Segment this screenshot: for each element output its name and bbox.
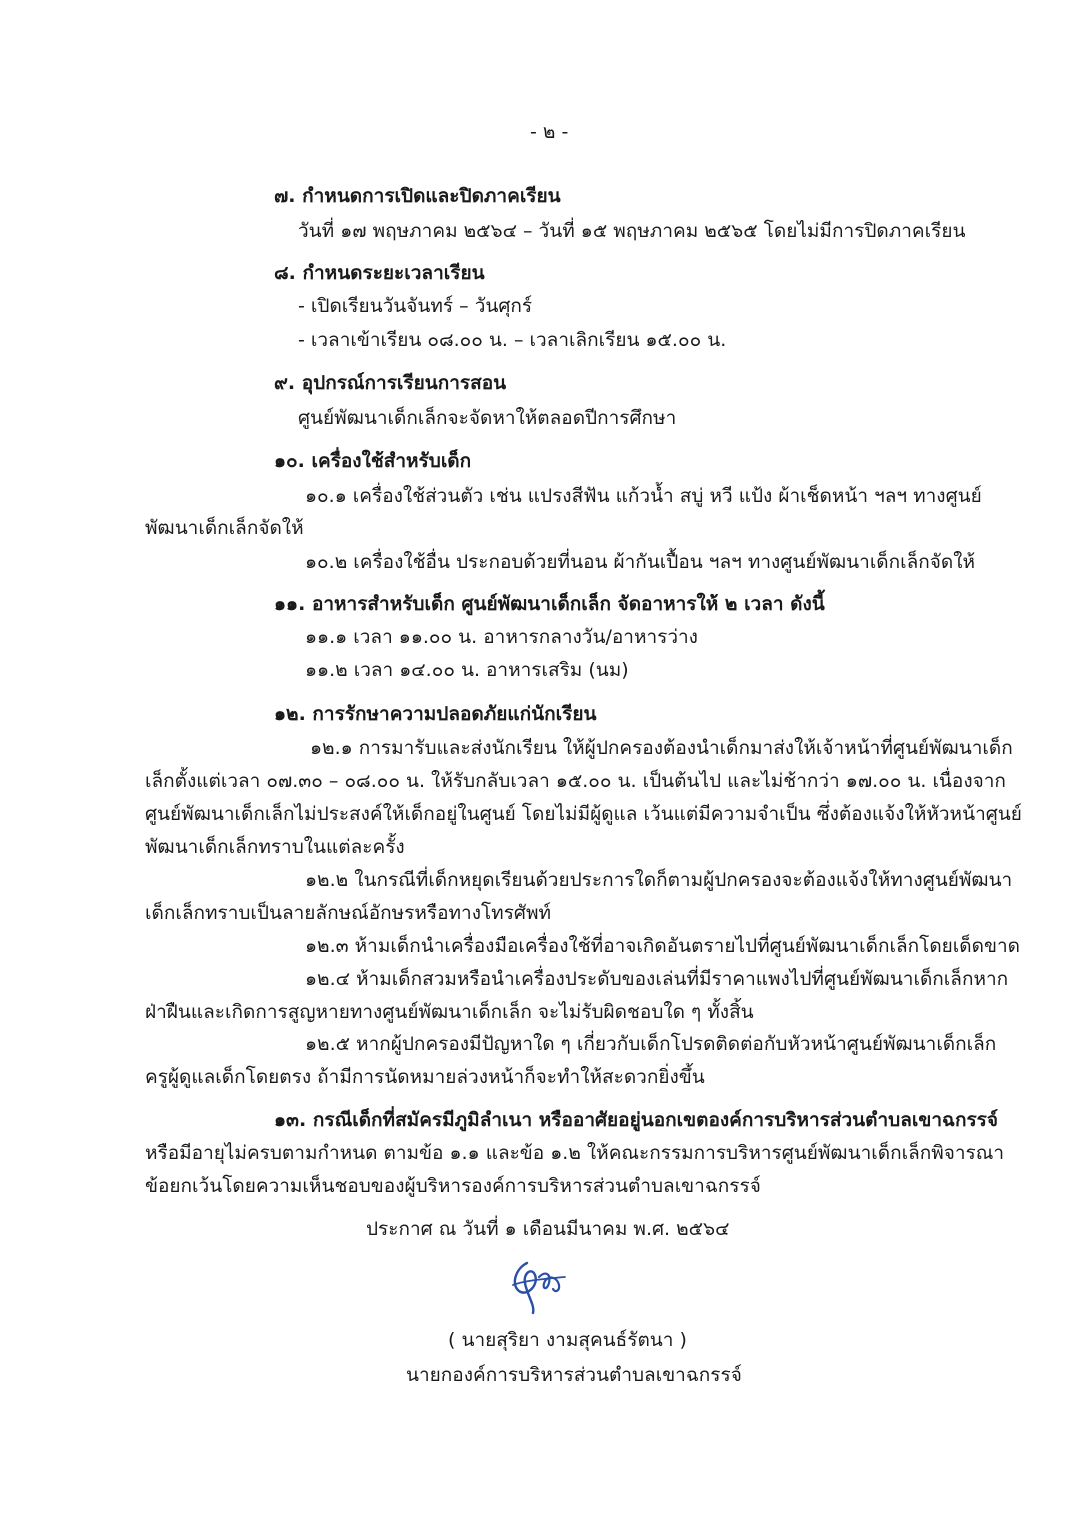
section-10-heading: ๑๐. เครื่องใช้สำหรับเด็ก <box>274 450 472 472</box>
section-12-heading: ๑๒. การรักษาความปลอดภัยแก่นักเรียน <box>274 703 597 725</box>
page-number: - ๒ - <box>530 121 569 143</box>
section-10-1-line1: ๑๐.๑ เครื่องใช้ส่วนตัว เช่น แปรงสีฟัน แก้วน้ำ สบู่ หวี แป้ง ผ้าเช็ดหน้า ฯลฯ ทางศูนย์ <box>305 485 982 507</box>
section-12-5-line: ครูผู้ดูแลเด็กโดยตรง ถ้ามีการนัดหมายล่วงหน้าก็จะทำให้สะดวกยิ่งขึ้น <box>145 1066 705 1088</box>
section-11-item: ๑๑.๑ เวลา ๑๑.๐๐ น. อาหารกลางวัน/อาหารว่าง <box>305 626 698 648</box>
section-12-1-line: เล็กตั้งแต่เวลา ๐๗.๓๐ – ๐๘.๐๐ น. ให้รับกลับเวลา ๑๕.๐๐ น. เป็นต้นไป และไม่ช้ากว่า ๑๗.๐๐ น. เนื่องจาก <box>145 770 1006 792</box>
section-11-heading: ๑๑. อาหารสำหรับเด็ก ศูนย์พัฒนาเด็กเล็ก จัดอาหารให้ ๒ เวลา ดังนี้ <box>274 593 825 615</box>
section-12-1-line: ศูนย์พัฒนาเด็กเล็กไม่ประสงค์ให้เด็กอยู่ในศูนย์ โดยไม่มีผู้ดูแล เว้นแต่มีความจำเป็น ซึ่งต้องแจ้งให้หัวหน้าศูนย์ <box>145 803 1022 825</box>
section-12-4-line: ๑๒.๔ ห้ามเด็กสวมหรือนำเครื่องประดับของเล่นที่มีราคาแพงไปที่ศูนย์พัฒนาเด็กเล็กหาก <box>305 968 1009 990</box>
section-12-2-line: เด็กเล็กทราบเป็นลายลักษณ์อักษรหรือทางโทรศัพท์ <box>145 902 552 924</box>
section-8-item: - เวลาเข้าเรียน ๐๘.๐๐ น. – เวลาเลิกเรียน ๑๕.๐๐ น. <box>298 329 727 351</box>
section-10-1-line2: พัฒนาเด็กเล็กจัดให้ <box>145 517 304 539</box>
section-9-text: ศูนย์พัฒนาเด็กเล็กจะจัดหาให้ตลอดปีการศึกษา <box>298 407 677 429</box>
section-13-heading: ๑๓. กรณีเด็กที่สมัครมีภูมิลำเนา หรืออาศัยอยู่นอกเขตองค์การบริหารส่วนตำบลเขาฉกรรจ์ <box>274 1109 998 1131</box>
signer-name: ( นายสุริยา งามสุคนธ์รัตนา ) <box>448 1329 687 1351</box>
signer-title: นายกองค์การบริหารส่วนตำบลเขาฉกรรจ์ <box>406 1364 742 1386</box>
section-7-text: วันที่ ๑๗ พฤษภาคม ๒๕๖๔ – วันที่ ๑๕ พฤษภาคม ๒๕๖๕ โดยไม่มีการปิดภาคเรียน <box>298 220 966 242</box>
section-7-heading: ๗. กำหนดการเปิดและปิดภาคเรียน <box>274 185 561 207</box>
section-10-2: ๑๐.๒ เครื่องใช้อื่น ประกอบด้วยที่นอน ผ้ากันเปื้อน ฯลฯ ทางศูนย์พัฒนาเด็กเล็กจัดให้ <box>305 551 976 573</box>
section-13-line: ข้อยกเว้นโดยความเห็นชอบของผู้บริหารองค์การบริหารส่วนตำบลเขาฉกรรจ์ <box>145 1175 761 1197</box>
section-8-heading: ๘. กำหนดระยะเวลาเรียน <box>274 262 485 284</box>
section-12-5-line: ๑๒.๕ หากผู้ปกครองมีปัญหาใด ๆ เกี่ยวกับเด็กโปรดติดต่อกับหัวหน้าศูนย์พัฒนาเด็กเล็ก <box>305 1033 997 1055</box>
signature <box>505 1255 575 1317</box>
section-12-1-line: ๑๒.๑ การมารับและส่งนักเรียน ให้ผู้ปกครองต้องนำเด็กมาส่งให้เจ้าหน้าที่ศูนย์พัฒนาเด็ก <box>310 737 1013 759</box>
section-11-item: ๑๑.๒ เวลา ๑๔.๐๐ น. อาหารเสริม (นม) <box>305 659 629 681</box>
section-12-1-line: พัฒนาเด็กเล็กทราบในแต่ละครั้ง <box>145 836 405 858</box>
section-13-line: หรือมีอายุไม่ครบตามกำหนด ตามข้อ ๑.๑ และข้อ ๑.๒ ให้คณะกรรมการบริหารศูนย์พัฒนาเด็กเล็กพิจารณา <box>145 1142 1005 1164</box>
section-12-3: ๑๒.๓ ห้ามเด็กนำเครื่องมือเครื่องใช้ที่อาจเกิดอันตรายไปที่ศูนย์พัฒนาเด็กเล็กโดยเด็ดขาด <box>305 935 1020 957</box>
announcement-date: ประกาศ ณ วันที่ ๑ เดือนมีนาคม พ.ศ. ๒๕๖๔ <box>366 1218 730 1240</box>
section-12-2-line: ๑๒.๒ ในกรณีที่เด็กหยุดเรียนด้วยประการใดก็ตามผู้ปกครองจะต้องแจ้งให้ทางศูนย์พัฒนา <box>305 869 1013 891</box>
section-8-item: - เปิดเรียนวันจันทร์ – วันศุกร์ <box>298 295 533 317</box>
section-9-heading: ๙. อุปกรณ์การเรียนการสอน <box>274 372 507 394</box>
section-12-4-line: ฝ่าฝืนและเกิดการสูญหายทางศูนย์พัฒนาเด็กเล็ก จะไม่รับผิดชอบใด ๆ ทั้งสิ้น <box>145 1001 754 1023</box>
